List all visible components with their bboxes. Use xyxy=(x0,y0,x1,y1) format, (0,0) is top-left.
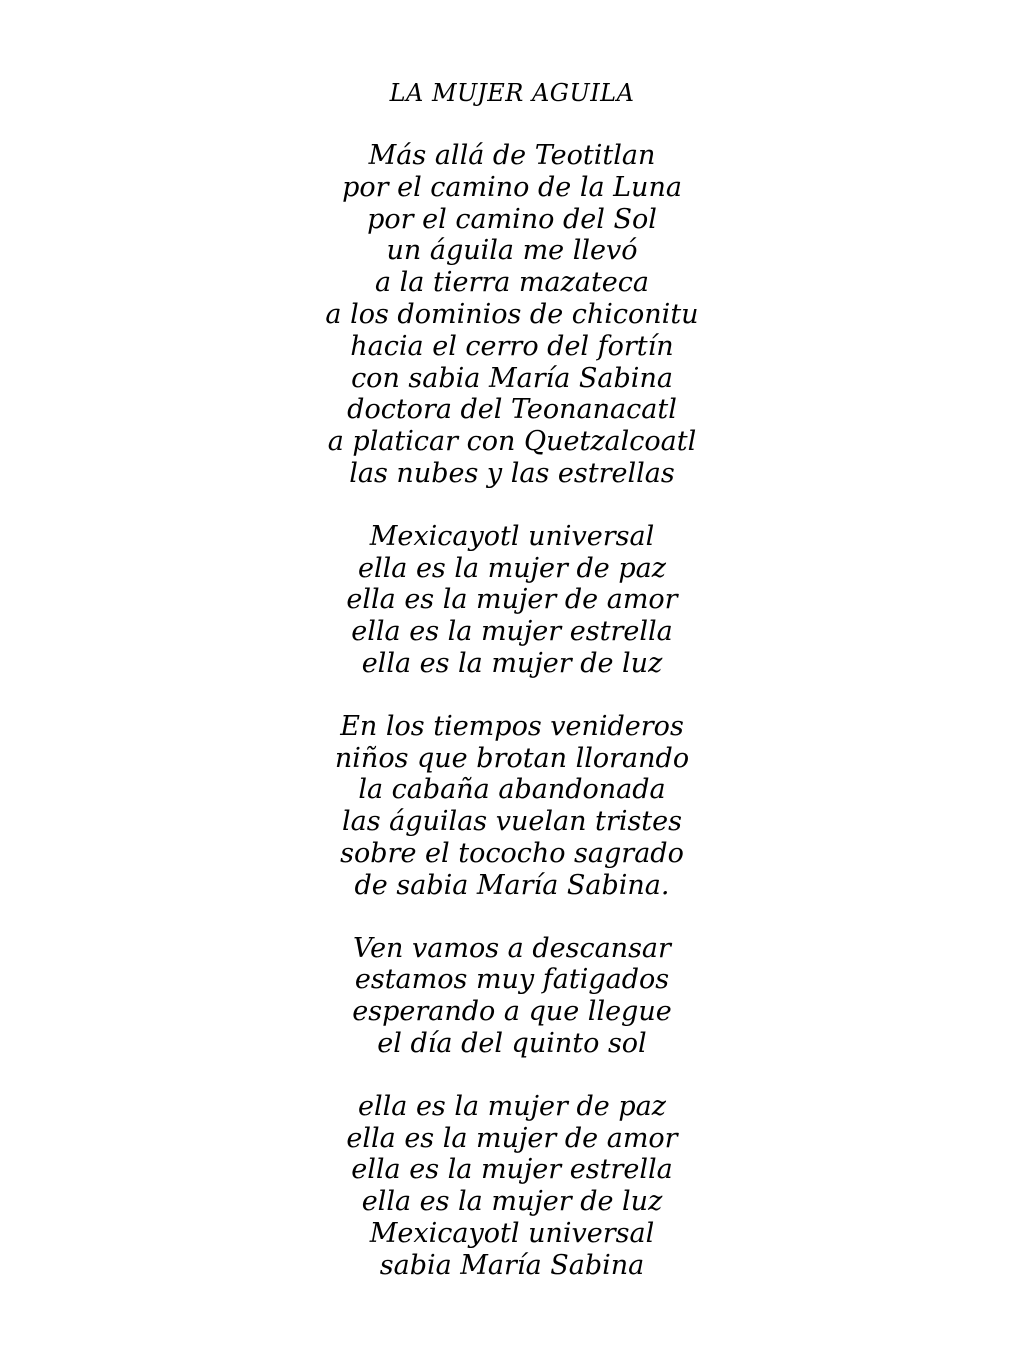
poem-line: las nubes y las estrellas xyxy=(349,457,675,489)
poem-line: a la tierra mazateca xyxy=(374,267,650,299)
poem-line: ella es la mujer de paz xyxy=(358,1090,666,1122)
poem-line: a los dominios de chiconitu xyxy=(325,298,699,330)
poem-title: LA MUJER AGUILA xyxy=(389,79,635,107)
poem-line: la cabaña abandonada xyxy=(358,774,666,806)
poem-line: niños que brotan llorando xyxy=(334,742,690,774)
stanza-5 xyxy=(0,1091,1024,1282)
poem xyxy=(0,78,1024,1313)
poem-line: Más allá de Teotitlan xyxy=(368,140,656,171)
stanza-4 xyxy=(0,933,1024,1060)
poem-line: ella es la mujer de amor xyxy=(346,1122,678,1154)
poem-line: ella es la mujer estrella xyxy=(351,616,673,648)
stanza-1 xyxy=(0,140,1024,490)
poem-line: de sabia María Sabina. xyxy=(354,869,670,901)
stanza-2 xyxy=(0,521,1024,680)
poem-line: por el camino del Sol xyxy=(367,203,657,235)
poem-line: hacia el cerro del fortín xyxy=(350,330,674,362)
poem-line: ella es la mujer de luz xyxy=(361,1186,663,1218)
poem-line: las águilas vuelan tristes xyxy=(341,806,682,838)
poem-line: ella es la mujer estrella xyxy=(351,1154,673,1186)
poem-line: esperando a que llegue xyxy=(352,996,672,1028)
poem-line: el día del quinto sol xyxy=(377,1027,647,1059)
poem-line: un águila me llevó xyxy=(386,235,638,267)
poem-line: En los tiempos venideros xyxy=(340,710,684,742)
poem-line: con sabia María Sabina xyxy=(351,362,673,394)
poem-line: por el camino de la Luna xyxy=(342,171,682,203)
poem-line: sabia María Sabina xyxy=(379,1249,645,1281)
poem-line: doctora del Teonanacatl xyxy=(347,394,677,426)
poem-line: ella es la mujer de luz xyxy=(361,647,663,679)
poem-line: ella es la mujer de amor xyxy=(346,584,678,616)
poem-line: sobre el tococho sagrado xyxy=(340,837,684,869)
poem-line: ella es la mujer de paz xyxy=(358,552,666,584)
poem-line: a platicar con Quetzalcoatl xyxy=(327,426,697,458)
poem-line: estamos muy fatigados xyxy=(354,964,670,996)
poem-line: Ven vamos a descansar xyxy=(353,932,671,964)
poem-line: Mexicayotl universal xyxy=(369,520,655,552)
stanza-3 xyxy=(0,711,1024,902)
poem-line: Mexicayotl universal xyxy=(369,1217,655,1249)
